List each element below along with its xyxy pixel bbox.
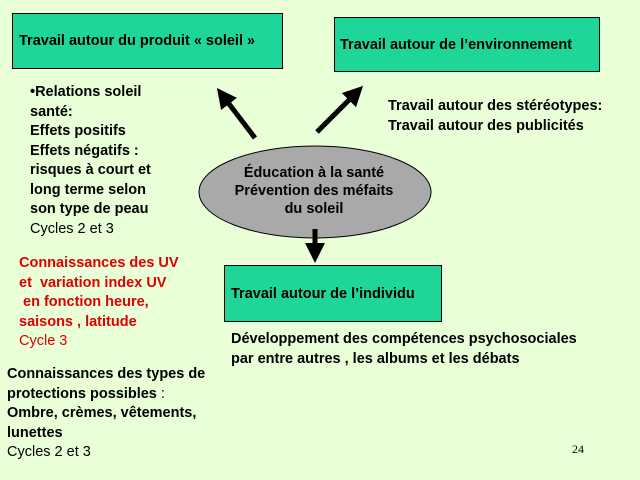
- uv-block: [19, 254, 179, 352]
- box-environnement: [334, 17, 600, 72]
- relations-line: son type de peau: [30, 201, 149, 217]
- protections-line-2-rest: :: [156, 385, 165, 402]
- relations-line: santé:: [30, 103, 73, 120]
- arrow-to-environnement: [317, 93, 356, 132]
- center-line-1: Éducation à la santé: [243, 165, 385, 181]
- stereotypes-line-2: Travail autour des publicités: [388, 117, 584, 134]
- center-line-2: Prévention des méfaits: [234, 183, 394, 199]
- box-produit-label: Travail autour du produit « soleil »: [19, 33, 256, 49]
- protections-cycles: Cycles 2 et 3: [7, 444, 91, 460]
- competences-line-1: Développement des compétences psychosociales: [231, 331, 577, 347]
- page-number: 24: [572, 442, 584, 456]
- arrow-to-produit: [223, 96, 255, 138]
- box-individu: [224, 265, 442, 322]
- protections-line-1: Connaissances des types de: [7, 366, 206, 382]
- relations-line: Effets négatifs :: [30, 142, 139, 159]
- stereotypes-line-1: Travail autour des stéréotypes:: [388, 98, 603, 114]
- center-line-3: du soleil: [284, 201, 344, 217]
- relations-cycles: Cycles 2 et 3: [30, 220, 114, 237]
- box-environnement-label: Travail autour de l’environnement: [340, 36, 573, 53]
- uv-line: en fonction heure,: [19, 294, 149, 310]
- center-label: [214, 164, 414, 218]
- box-produit: [12, 13, 283, 69]
- relations-block: [30, 83, 151, 239]
- uv-cycle: Cycle 3: [19, 333, 68, 349]
- stereotypes-block: [388, 97, 602, 136]
- competences-line-2: par entre autres , les albums et les débats: [231, 350, 520, 367]
- protections-line-2: protections possibles: [7, 385, 157, 402]
- relations-line: long terme selon: [30, 181, 147, 198]
- uv-line: saisons , latitude: [19, 313, 137, 330]
- protections-line-3: Ombre, crèmes, vêtements,: [7, 405, 197, 421]
- protections-line-4: lunettes: [7, 424, 63, 441]
- uv-line: Connaissances des UV: [19, 255, 179, 271]
- relations-line: •Relations soleil: [30, 84, 142, 100]
- uv-line: et variation index UV: [19, 274, 167, 291]
- relations-line: risques à court et: [30, 162, 151, 178]
- box-individu-label: Travail autour de l’individu: [231, 285, 415, 302]
- relations-line: Effets positifs: [30, 123, 126, 139]
- protections-block: [7, 365, 205, 463]
- competences-block: [231, 330, 577, 369]
